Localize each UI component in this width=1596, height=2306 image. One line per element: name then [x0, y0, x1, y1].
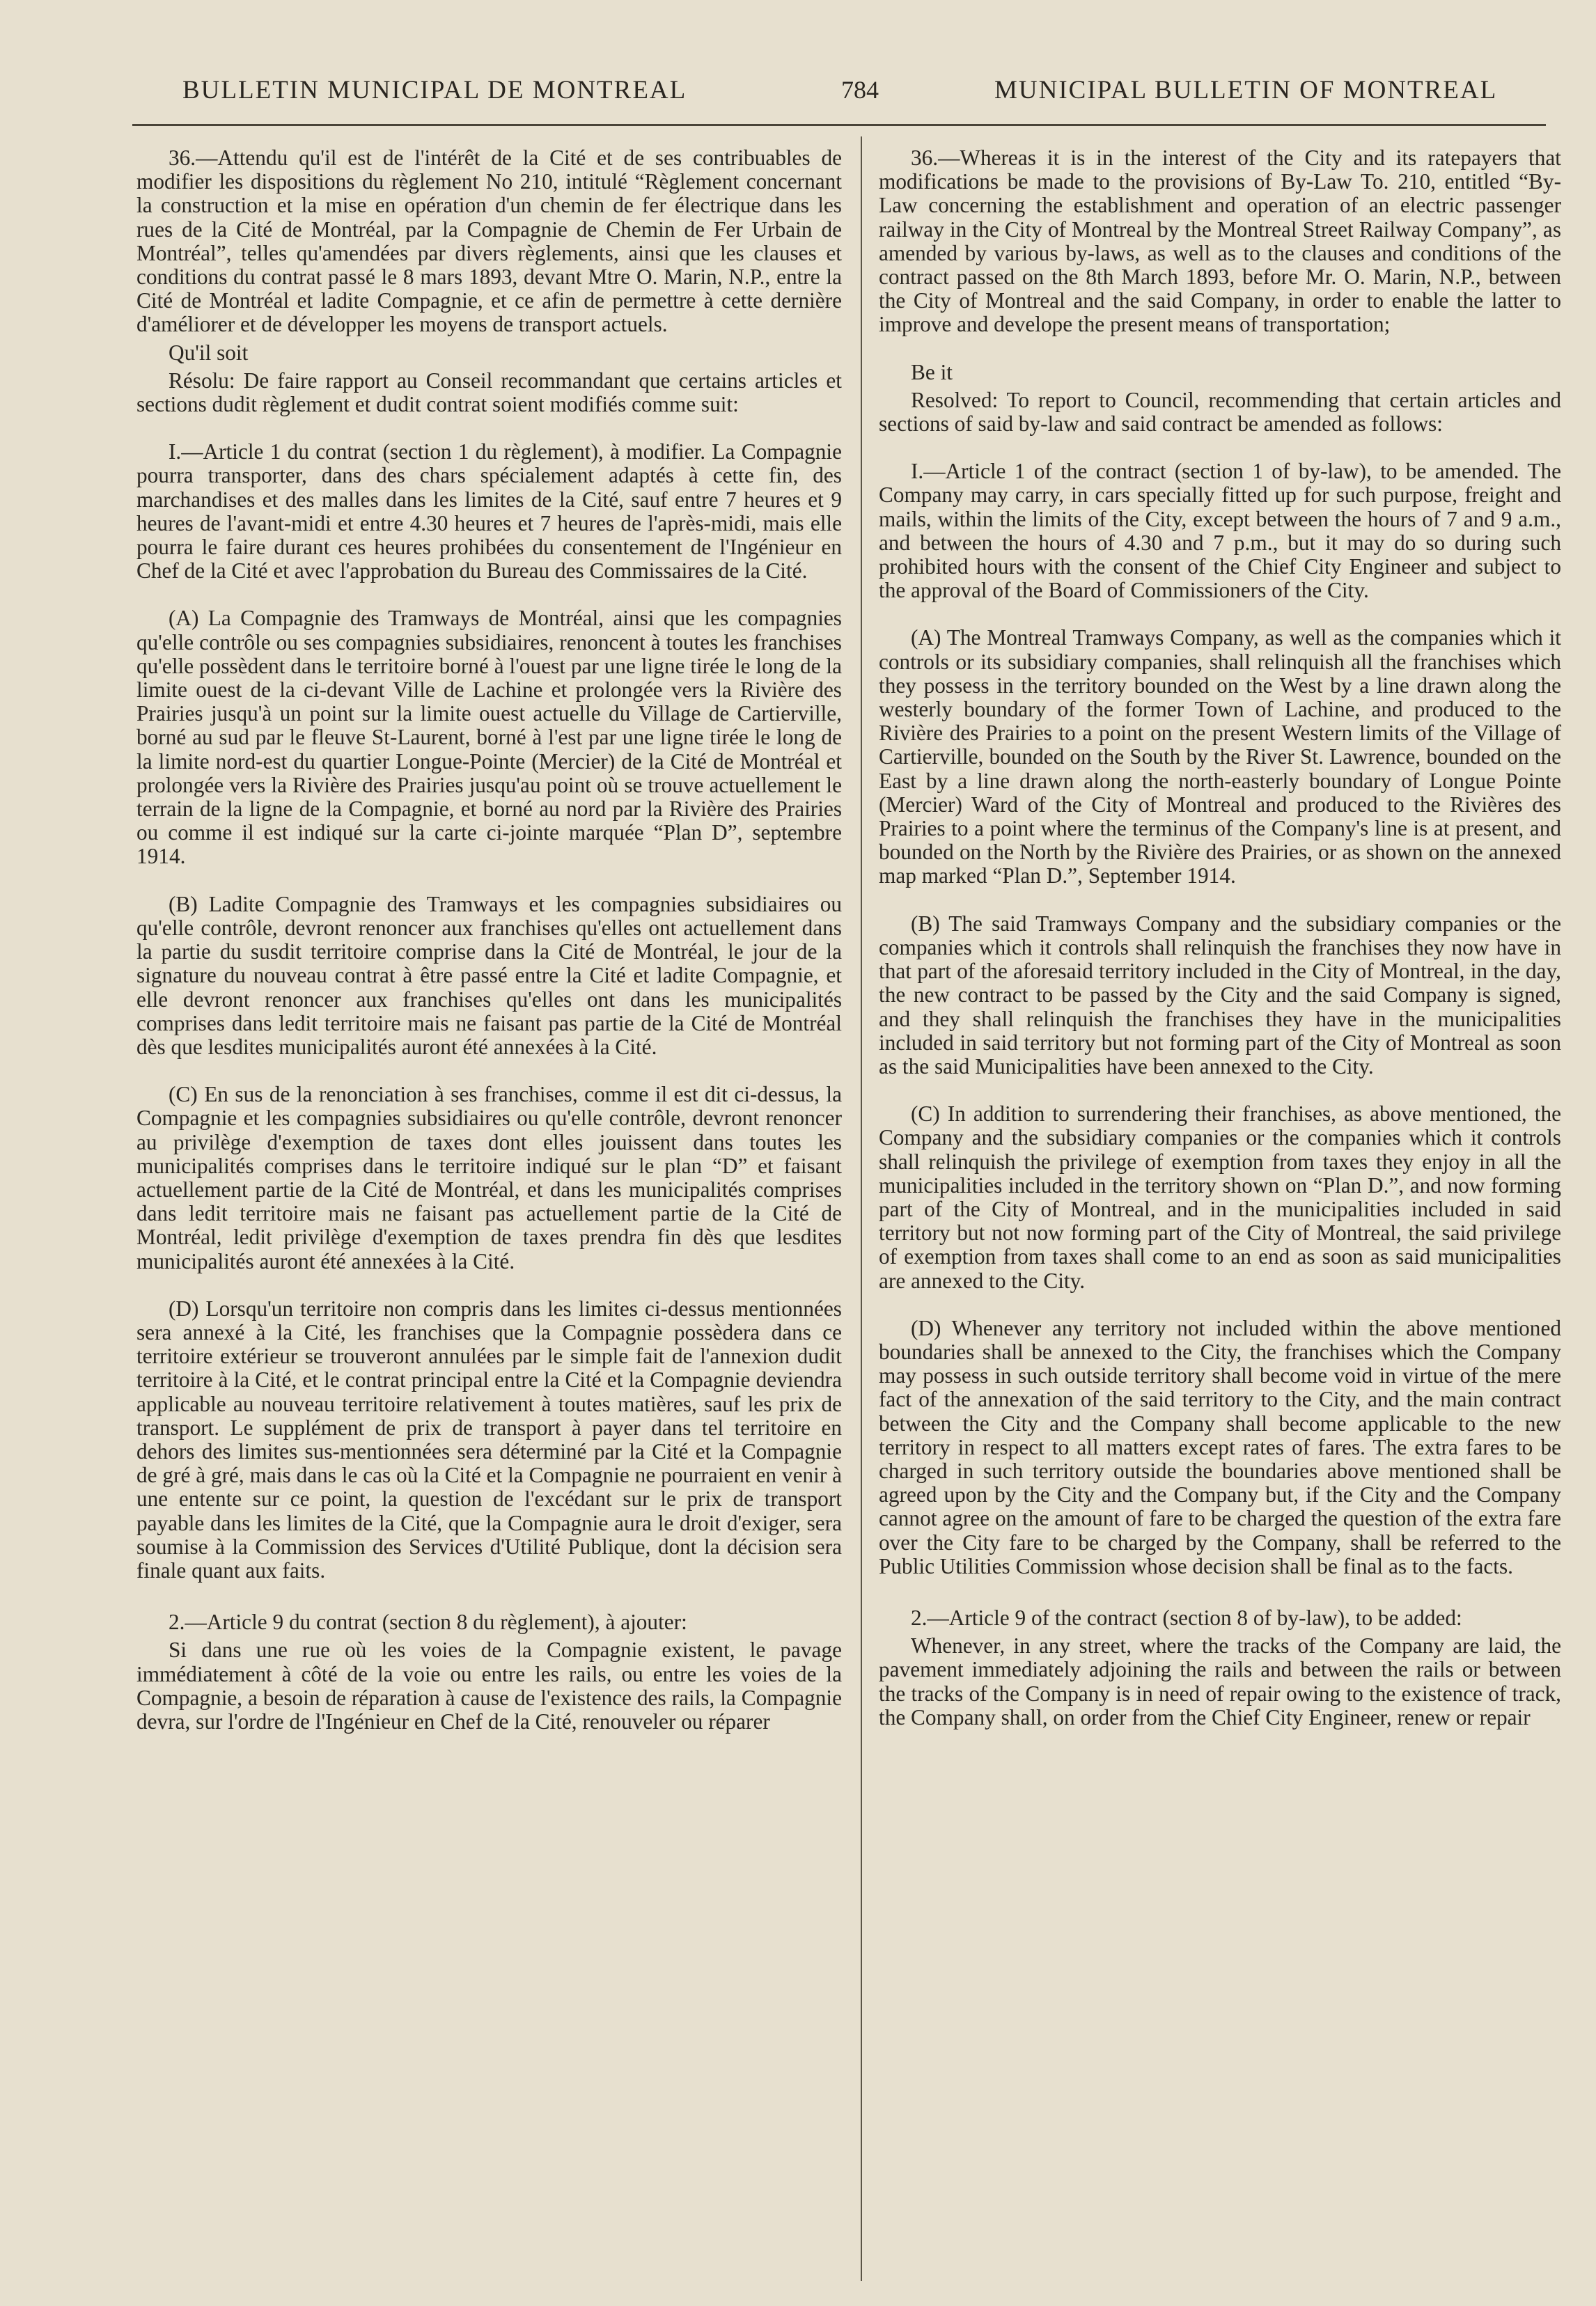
column-divider [861, 136, 862, 2281]
english-column [879, 146, 1561, 2278]
page-number: 784 [841, 76, 879, 104]
article-2-text-fr: Si dans une rue où les voies de la Compagnie existent, le pavage immédiatement à côté de la voie ou entre les rails, ou entre les voies de la Compagnie, a besoin de réparation à cause de l'existence des rails, la Compagnie devra, sur l'ordre de l'Ingénieur en Chef de la Cité, renouveler ou réparer [136, 1638, 842, 1734]
header-title-english: MUNICIPAL BULLETIN OF MONTREAL [994, 76, 1498, 104]
french-column [136, 146, 842, 2278]
article-2-en: 2.—Article 9 of the contract (section 8 of by-law), to be added: [911, 1605, 1462, 1630]
article-1-fr: I.—Article 1 du contrat (section 1 du règlement), à modifier. La Compagnie pourra transporter, dans des chars spécialement adaptés à cette fin, des marchandises et des malles dans les limites de la Cité, sauf entre 7 heures et 9 heures de l'avant-midi et entre 4.30 heures et 7 heures de l'après-midi, mais elle pourra le faire durant ces heures prohibées du consentement de l'Ingénieur en Chef de la Cité et avec l'approbation du Bureau des Commissaires de la Cité. [136, 439, 842, 583]
section-b-en: (B) The said Tramways Company and the subsidiary companies or the companies which it controls shall relinquish the franchises they now have in that part of the aforesaid territory included in the City of Montreal, in the day, the new contract to be passed by the City and the said Company is signed, and they shall relinquish the franchises they have in the municipalities included in said territory but not forming part of the City of Montreal as soon as the said Municipalities have been annexed to the City. [879, 911, 1561, 1079]
section-d-en: (D) Whenever any territory not included within the above mentioned boundaries shall be annexed to the City, the franchises which the Company may possess in such outside territory shall become void in virtue of the mere fact of the annexation of the said territory to the City, and the main contract between the City and the Company shall become applicable to the new territory in respect to all matters except rates of fares. The extra fares to be charged in such territory outside the boundaries above mentioned shall be agreed upon by the City and the Company but, if the City and the Company cannot agree on the amount of fare to be charged the question of the extra fare over the City fare to be charged by the Company, shall be referred to the Public Utilities Commission whose decision shall be final as to the facts. [879, 1315, 1561, 1578]
section-b-fr: (B) Ladite Compagnie des Tramways et les compagnies subsidiaires ou qu'elle contrôle, devront renoncer aux franchises qu'elles ont actuellement dans la partie du susdit territoire comprise dans la Cité de Montréal, le jour de la signature du nouveau contrat à être passé entre la Cité et ladite Compagnie, et elle devront renoncer aux franchises qu'elles ont dans les municipalités comprises dans ledit territoire mais ne faisant pas partie de la Cité de Montréal dès que lesdites municipalités auront été annexées à la Cité. [136, 891, 842, 1059]
article-2-fr: 2.—Article 9 du contrat (section 8 du règlement), à ajouter: [169, 1610, 687, 1635]
paragraph-36-en: 36.—Whereas it is in the interest of the City and its ratepayers that modifications be made to the provisions of By-Law To. 210, entitled “By-Law concerning the establishment and operation of an electric passenger railway in the City of Montreal by the Montreal Street Railway Company”, as amended by various by-laws, as well as to the clauses and conditions of the contract passed on the 8th March 1893, before Mr. O. Marin, N.P., between the City of Montreal and the said Company, in order to enable the latter to improve and develope the present means of transportation; [879, 146, 1561, 337]
page-header [0, 60, 1596, 123]
section-c-fr: (C) En sus de la renonciation à ses franchises, comme il est dit ci-dessus, la Compagnie et les compagnies subsidiaires ou qu'elle contrôle, devront renoncer au privilège d'exemption de taxes dont elles jouissent dans toutes les municipalités comprises dans le territoire indiqué sur le plan “D” et faisant actuellement partie de la Cité de Montréal, et dans les municipalités comprises dans ledit territoire mais ne faisant pas actuellement partie de la Cité de Montréal, ledit privilège d'exemption de taxes prendra fin dès que lesdites municipalités auront été annexées à la Cité. [136, 1082, 842, 1273]
quil-soit: Qu'il soit [169, 340, 249, 365]
article-2-text-en: Whenever, in any street, where the tracks of the Company are laid, the pavement immediately adjoining the rails and between the rails or between the tracks of the Company is in need of repair owing to the existence of track, the Company shall, on order from the Chief City Engineer, renew or repair [879, 1633, 1561, 1730]
section-a-fr: (A) La Compagnie des Tramways de Montréal, ainsi que les compagnies qu'elle contrôle ou ses compagnies subsidiaires, renoncent à toutes les franchises qu'elle possèdent dans le territoire borné à l'ouest par une ligne tirée le long de la limite ouest de la ci-devant Ville de Lachine et prolongée vers la Rivière des Prairies jusqu'à un point sur la limite ouest actuelle du Village de Cartierville, borné au sud par le fleuve St-Laurent, borné à l'est par une ligne tirée le long de la limite nord-est du quartier Longue-Pointe (Mercier) de la Cité de Montréal et prolongée vers la Rivière des Prairies jusqu'au point où se trouve actuellement le terrain de la ligne de la Compagnie, et borné au nord par la Rivière des Prairies ou comme il est indiqué sur la carte ci-jointe marquée “Plan D”, septembre 1914. [136, 606, 842, 869]
paragraph-36-fr: 36.—Attendu qu'il est de l'intérêt de la Cité et de ses contribuables de modifier les dispositions du règlement No 210, intitulé “Règlement concernant la construction et la mise en opération d'un chemin de fer électrique dans les rues de la Cité de Montréal, par la Compagnie de Chemin de Fer Urbain de Montréal”, telles qu'amendées par divers règlements, ainsi que les clauses et conditions du contrat passé le 8 mars 1893, devant Mtre O. Marin, N.P., entre la Cité de Montréal et ladite Compagnie, et ce afin de permettre à cette dernière d'améliorer et de développer les moyens de transport actuels. [136, 146, 842, 337]
section-a-en: (A) The Montreal Tramways Company, as well as the companies which it controls or its subsidiary companies, shall relinquish all the franchises which they possess in the territory bounded on the West by a line drawn along the westerly boundary of the former Town of Lachine, and produced to the Rivière des Prairies to a point on the present Western limits of the Village of Cartierville, bounded on the South by the River St. Lawrence, bounded on the East by a line drawn along the north-easterly boundary of Longue Pointe (Mercier) Ward of the City of Montreal and produced to the Rivières des Prairies to a point where the terminus of the Company's line is at present, and bounded on the North by the Rivière des Prairies, or as shown on the annexed map marked “Plan D.”, September 1914. [879, 625, 1561, 888]
section-c-en: (C) In addition to surrendering their franchises, as above mentioned, the Company and the subsidiary companies or the companies which it controls shall relinquish the privilege of exemption from taxes they enjoy in all the municipalities included in the territory shown on “Plan D.”, and now forming part of the City of Montreal, and in the municipalities included in said territory but not now forming part of the City of Montreal, the said privilege of exemption from taxes shall come to an end as soon as said municipalities are annexed to the City. [879, 1101, 1561, 1293]
be-it: Be it [911, 359, 953, 384]
header-rule [132, 124, 1546, 126]
resolved: Resolved: To report to Council, recommending that certain articles and sections of said by-law and said contract be amended as follows: [879, 387, 1561, 437]
article-1-en: I.—Article 1 of the contract (section 1 of by-law), to be amended. The Company may carry, in cars specially fitted up for such purpose, freight and mails, within the limits of the City, except between the hours of 7 and 9 a.m., and between the hours of 4.30 and 7 p.m., but it may do so during such prohibited hours with the consent of the Chief City Engineer and subject to the approval of the Board of Commissioners of the City. [879, 459, 1561, 603]
resolu: Résolu: De faire rapport au Conseil recommandant que certains articles et sections dudit règlement et dudit contrat soient modifiés comme suit: [136, 368, 842, 417]
header-title-french: BULLETIN MUNICIPAL DE MONTREAL [182, 76, 687, 104]
section-d-fr: (D) Lorsqu'un territoire non compris dans les limites ci-dessus mentionnées sera annexé à la Cité, les franchises que la Compagnie possèdera dans ce territoire extérieur se trouveront annulées par le simple fait de l'annexion dudit territoire à la Cité, et le contrat principal entre la Cité et la Compagnie deviendra applicable au nouveau territoire relativement à toutes matières, sauf les prix de transport. Le supplément de prix de transport à payer dans tel territoire en dehors des limites sus-mentionnées sera déterminé par la Cité et la Compagnie de gré à gré, mais dans le cas où la Cité et la Compagnie ne pourraient en venir à une entente sur ce point, la question de l'excédant sur le prix de transport payable dans les limites de la Cité, que la Compagnie aura le droit d'exiger, sera soumise à la Commission des Services d'Utilité Publique, dont la décision sera finale quant aux faits. [136, 1296, 842, 1583]
